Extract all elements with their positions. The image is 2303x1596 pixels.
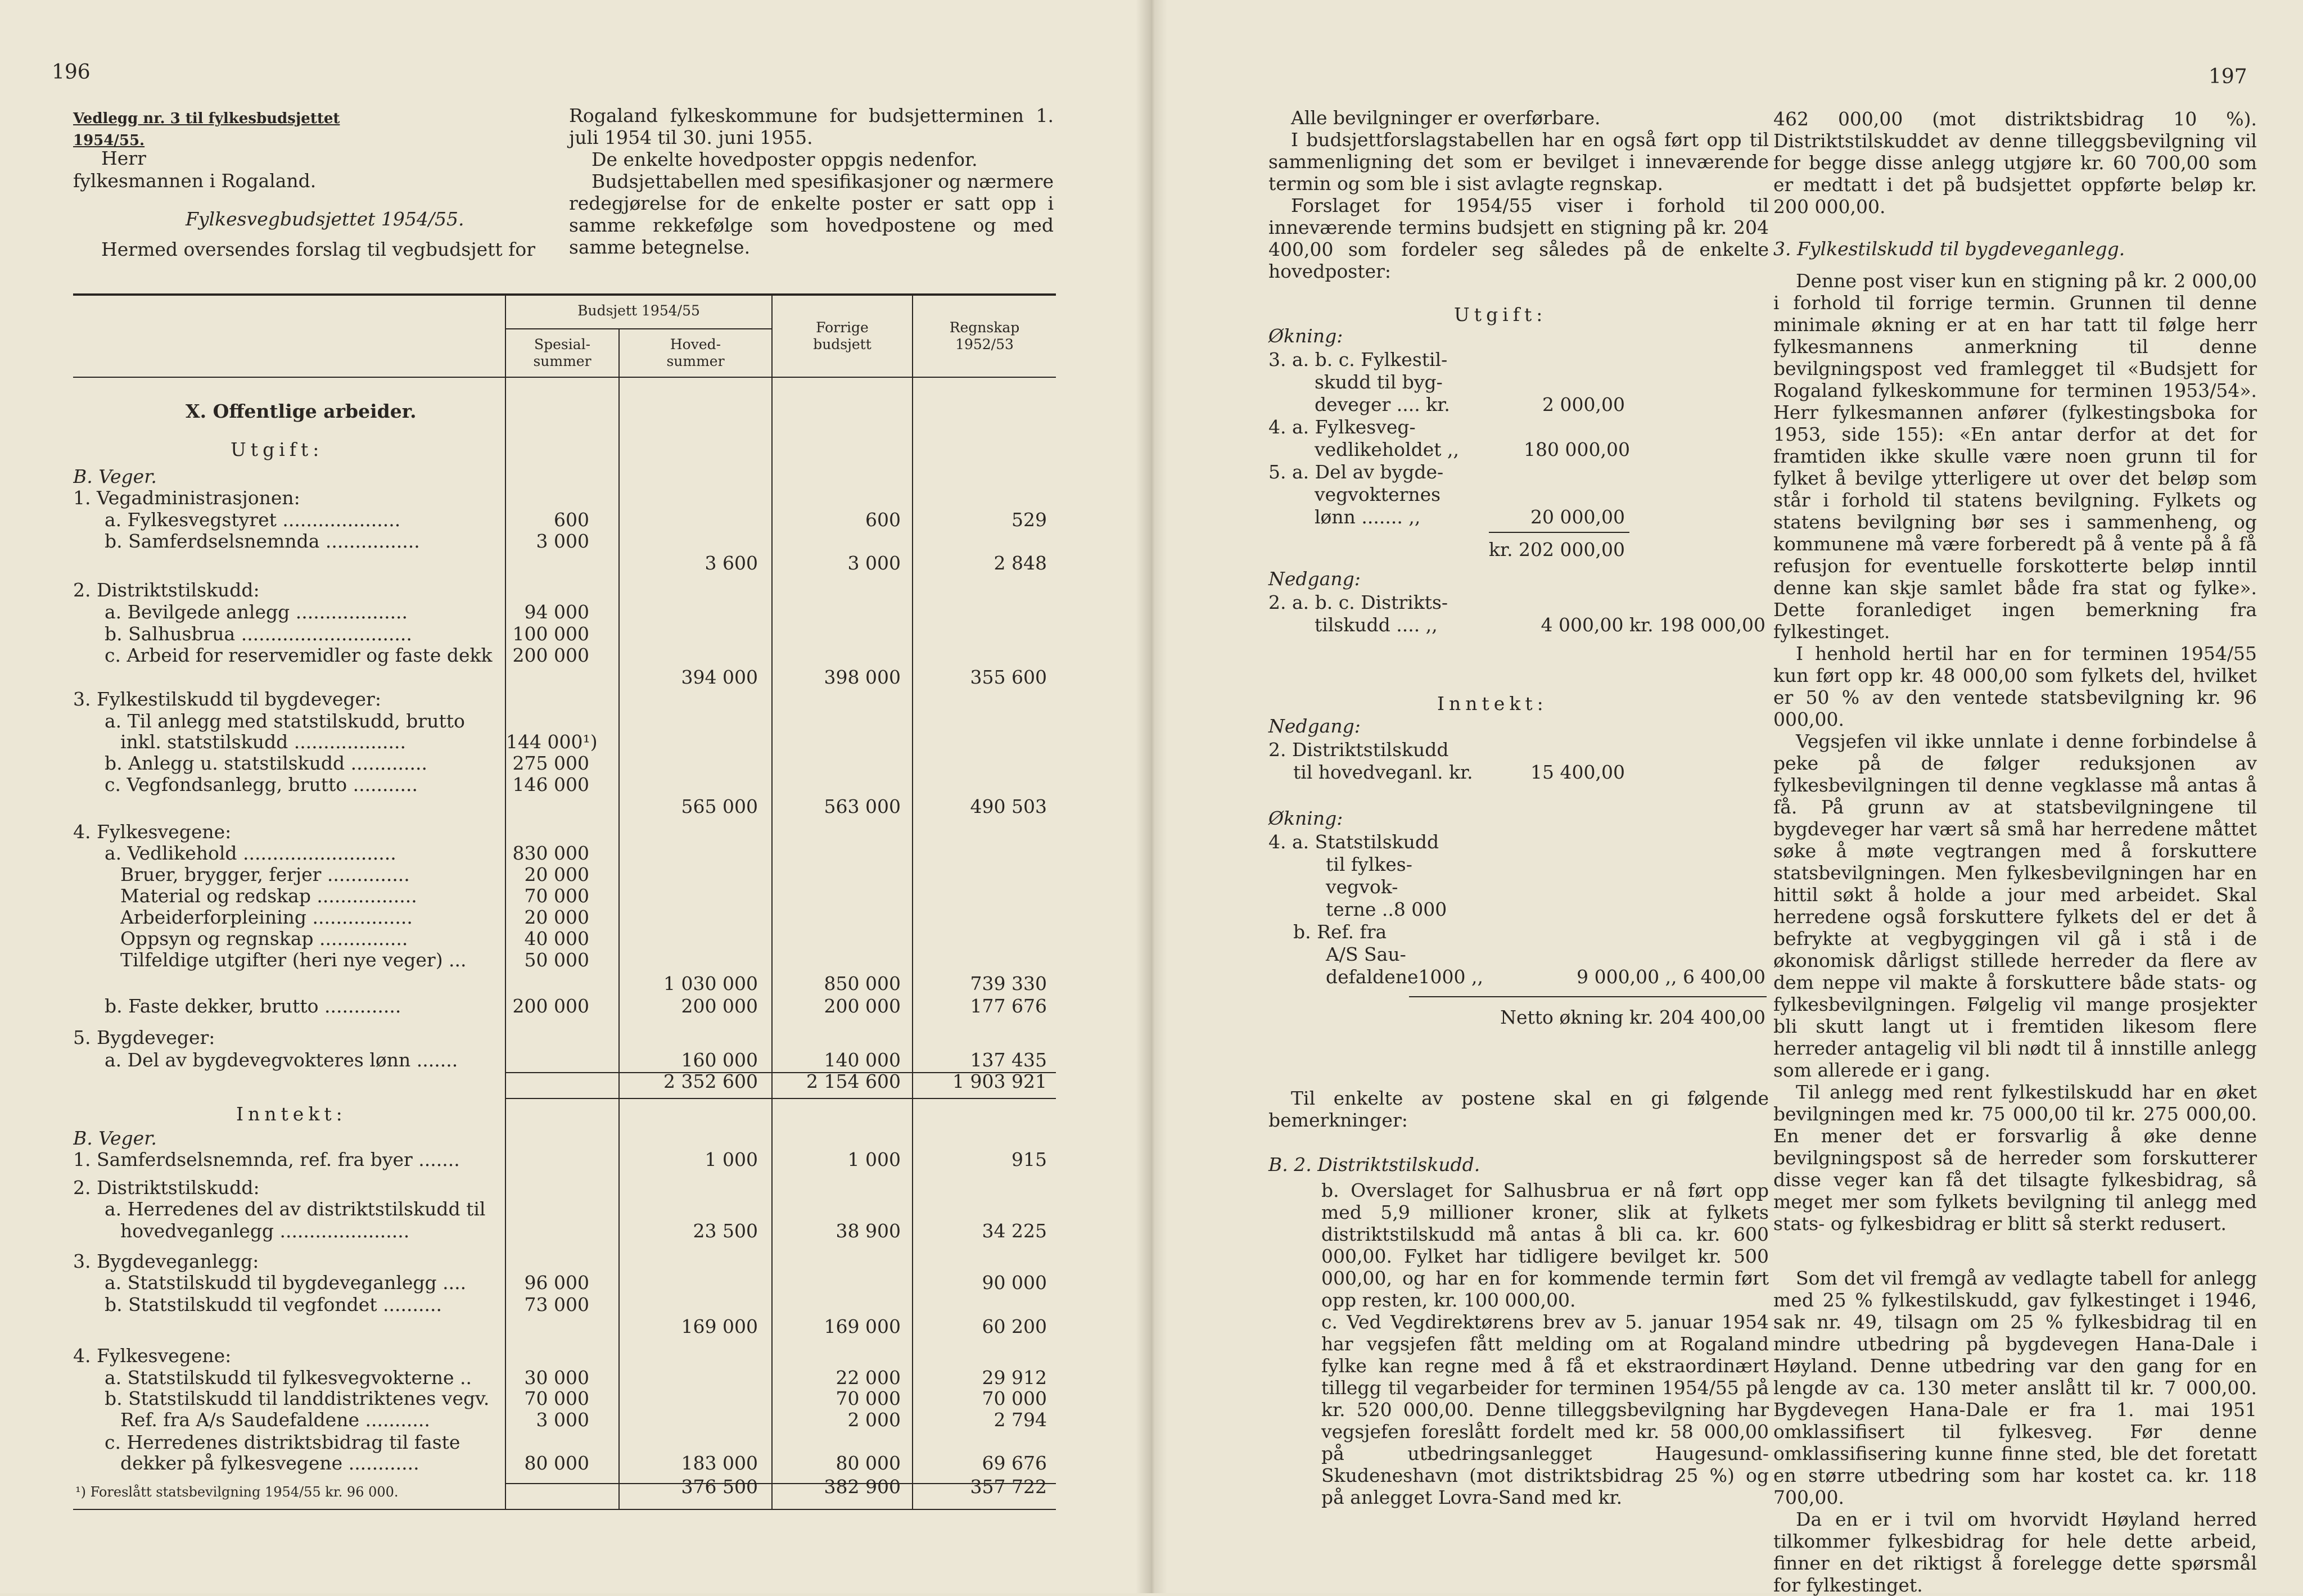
- table-row-label: a. Til anlegg med statstilskudd, brutto: [105, 710, 465, 732]
- spesial-sum-cell: 600: [554, 509, 589, 531]
- change-value: 2 000,00: [1542, 394, 1625, 415]
- remarks-text: [1321, 1179, 1769, 1508]
- intro-paragraph: Rogaland fylkeskommune for budsjetterminen 1. juli 1954 til 30. juni 1955.: [569, 105, 1054, 148]
- paragraph: Da en er i tvil om hvorvidt Høyland herred tilkommer fylkesbidrag for hele dette arbeid, finner en det riktigst å forelegge dette spørsmål for fylkestinget.: [1773, 1508, 2257, 1596]
- table-row-label: b. Statstilskudd til vegfondet ..........: [105, 1294, 442, 1315]
- regnskap-cell: 177 676: [970, 995, 1047, 1017]
- spesial-sum-cell: 275 000: [512, 752, 589, 774]
- regnskap-cell: 34 225: [982, 1220, 1047, 1242]
- appendix-heading: Vedlegg nr. 3 til fylkesbudsjettet 1954/55.: [73, 110, 340, 149]
- change-line: vegvokternes: [1315, 483, 1441, 505]
- change-line: terne ..8 000: [1326, 898, 1447, 920]
- table-row-label: a. Bevilgede anlegg ...................: [105, 601, 408, 623]
- regnskap-cell: 69 676: [982, 1452, 1047, 1474]
- change-line: b. Ref. fra: [1293, 921, 1387, 943]
- forrige-budsjett-cell: 140 000: [824, 1049, 901, 1071]
- column-1-intro: [1268, 107, 1769, 282]
- change-line: 5. a. Del av bygde-: [1268, 461, 1444, 483]
- regnskap-cell: 739 330: [970, 973, 1047, 994]
- table-header-rule: [73, 377, 1056, 378]
- paragraph: Denne post viser kun en stigning på kr. 2 000,00 i forhold til forrige termin. Grunnen til denne minimale økning er at en har tatt til følge herr fylkesmannens anmerkning til denne bevilgningspost ved framlegget til «Budsjett for Rogaland fylkeskommune for terminen 1953/54». Herr fylkesmannen anfører (fylkestingsboka for 1953, side 155): «En antar derfor at det for framtiden ikke skulle være noen grunn til for fylket å bevilge ytterligere ut over det beløp som står i forhold til statens bevilgning. Fylkets og statens bevilgning bør ses i sammenheng, og kommunene må være forberedt på å vente på å få refusjon for eventuelle forskotterte beløp inntil denne kan skje samlet både fra stat og fylke». Dette foranlediget ingen bemerkning fra fylkestinget.: [1773, 270, 2257, 643]
- spesial-sum-cell: 50 000: [524, 949, 589, 971]
- forrige-budsjett-cell: 600: [865, 509, 901, 531]
- forrige-budsjett-cell: 22 000: [836, 1367, 901, 1389]
- table-row-label: a. Statstilskudd til fylkesvegvokterne ..: [105, 1367, 472, 1389]
- header-budget: Budsjett 1954/55: [577, 302, 700, 319]
- table-row-label: dekker på fylkesvegene ............: [120, 1452, 419, 1474]
- change-line: tilskudd .... ,,: [1315, 614, 1438, 636]
- left-page: [0, 0, 1152, 1593]
- spesial-sum-cell: 73 000: [524, 1294, 589, 1315]
- book-gutter-shadow: [1136, 0, 1167, 1593]
- section-heading: 3. Fylkestilskudd til bygdeveganlegg.: [1773, 238, 2125, 260]
- regnskap-cell: 70 000: [982, 1387, 1047, 1409]
- remark-heading: B. 2. Distriktstilskudd.: [1268, 1154, 1480, 1175]
- paragraph: Til anlegg med rent fylkestilskudd har en øket bevilgningen med kr. 75 000,00 til kr. 275 000,00. En mener det er forsvarlig å øke denne bevilgningspost så de herreder som forskutterer disse veger kan få det tilsagte fylkesbidrag, så meget mer som fylkets bevilgning til anlegg med stats- og fylkesbidrag er blitt så sterkt redusert.: [1773, 1081, 2257, 1235]
- table-bottom-rule: [73, 1509, 1056, 1510]
- table-row-label: c. Vegfondsanlegg, brutto ...........: [105, 774, 418, 795]
- regnskap-cell: 90 000: [982, 1272, 1047, 1294]
- section-title: X. Offentlige arbeider.: [186, 400, 417, 422]
- forrige-budsjett-cell: 169 000: [824, 1315, 901, 1337]
- table-row-label: b. Anlegg u. statstilskudd .............: [105, 752, 427, 774]
- table-row-label: Ref. fra A/s Saudefaldene ...........: [120, 1409, 430, 1431]
- hoved-sum-cell: 200 000: [681, 995, 758, 1017]
- table-row-label: Arbeiderforpleining .................: [120, 906, 413, 928]
- forrige-budsjett-cell: 38 900: [836, 1220, 901, 1242]
- forrige-budsjett-cell: 398 000: [824, 666, 901, 688]
- forrige-budsjett-cell: 2 000: [847, 1409, 901, 1431]
- table-row-label: a. Statstilskudd til bygdeveganlegg ....: [105, 1272, 467, 1294]
- table-subheader-rule: [506, 328, 771, 329]
- hoved-sum-cell: 1 030 000: [663, 973, 758, 994]
- spesial-sum-cell: 100 000: [512, 623, 589, 645]
- page-number: 197: [2209, 65, 2247, 88]
- spesial-sum-cell: 70 000: [524, 1387, 589, 1409]
- forrige-budsjett-cell: 2 154 600: [806, 1070, 901, 1092]
- paragraph: Vegsjefen vil ikke unnlate i denne forbindelse å peke på de følger reduksjonen av fylkesbevilgningen til denne vegklasse må antas å få. På grunn av at statsbevilgningene til bygdeveger har vært så små har herredene måttet søke å møte vegtrangen med å forskuttere statsbevilgningen. Men fylkesbevilgningen har en hittil søkt å holde a jour med arbeidet. Skal herredene også forskuttere fylkets del er det å befrykte at vegbyggingen vil gå i stå i de økonomisk dårligst stillede herreder da flere av dem neppe vil makte å forskuttere både stats- og fylkesbevilgningen. Følgelig vil mange prosjekter bli skutt langt ut i fremtiden likesom flere herreder antagelig vil bli nødt til å innstille anlegg som allerede er i gang.: [1773, 730, 2257, 1081]
- change-line: deveger .... kr.: [1315, 394, 1450, 415]
- spesial-sum-cell: 20 000: [524, 863, 589, 885]
- table-row-label: b. Salhusbrua .............................: [105, 623, 412, 645]
- change-value: 9 000,00 ,, 6 400,00: [1577, 966, 1765, 988]
- hoved-sum-cell: 3 600: [705, 552, 758, 574]
- hoved-sum-cell: 2 352 600: [663, 1070, 758, 1092]
- budget-subtitle: Fylkesvegbudsjettet 1954/55.: [186, 208, 464, 230]
- nedgang-label: Nedgang:: [1268, 568, 1361, 590]
- paragraph: I budsjettforslagstabellen har en også ført opp til sammenligning det som er bevilget i inneværende termin og som ble i sist avlagte regnskap.: [1268, 129, 1769, 195]
- page-number: 196: [52, 61, 91, 84]
- nedgang-label: Nedgang:: [1268, 715, 1361, 737]
- header-hoved: Hoved- summer: [666, 336, 725, 369]
- table-row-label: 4. Fylkesvegene:: [73, 821, 232, 843]
- change-line: 4. a. Statstilskudd: [1268, 831, 1439, 853]
- forrige-budsjett-cell: 200 000: [824, 995, 901, 1017]
- change-line: 4. a. Fylkesveg-: [1268, 416, 1416, 438]
- spesial-sum-cell: 96 000: [524, 1272, 589, 1294]
- paragraph: b. Overslaget for Salhusbrua er nå ført opp med 5,9 millioner kroner, slik at fylkets distriktstilskudd må antas å bli ca. kr. 600 000,00. Fylket har tidligere bevilget kr. 500 000,00, og har en for kommende termin ført opp resten, kr. 100 000,00.: [1321, 1179, 1769, 1311]
- spesial-sum-cell: 30 000: [524, 1367, 589, 1389]
- table-row-label: inkl. statstilskudd ...................: [120, 731, 407, 753]
- spesial-sum-cell: 20 000: [524, 906, 589, 928]
- table-row-label: b. Statstilskudd til landdistriktenes vegv.: [105, 1387, 490, 1409]
- salutation-line-2: fylkesmannen i Rogaland.: [73, 170, 317, 192]
- regnskap-cell: 60 200: [982, 1315, 1047, 1337]
- change-line: defaldene1000 ,,: [1326, 966, 1483, 988]
- regnskap-cell: 529: [1011, 509, 1047, 531]
- spesial-sum-cell: 3 000: [536, 1409, 589, 1431]
- header-spesial: Spesial- summer: [533, 336, 591, 369]
- utgift-label: Utgift:: [231, 438, 324, 460]
- header-regnskap: Regnskap 1952/53: [949, 319, 1020, 352]
- change-line: til fylkes-: [1326, 853, 1412, 875]
- change-value: 15 400,00: [1530, 761, 1625, 783]
- table-row-label: c. Herredenes distriktsbidrag til faste: [105, 1431, 460, 1453]
- spesial-sum-cell: 200 000: [512, 995, 589, 1017]
- hoved-sum-cell: 183 000: [681, 1452, 758, 1474]
- change-line: vedlikeholdet ,,: [1315, 438, 1459, 460]
- table-footnote: ¹) Foreslått statsbevilgning 1954/55 kr. 96 000.: [75, 1484, 399, 1500]
- table-row-label: B. Veger.: [73, 1127, 157, 1149]
- hoved-sum-cell: 160 000: [681, 1049, 758, 1071]
- change-line: 3. a. b. c. Fylkestil-: [1268, 349, 1448, 370]
- table-row-label: Oppsyn og regnskap ...............: [120, 928, 408, 950]
- table-row-label: 3. Fylkestilskudd til bygdeveger:: [73, 688, 381, 710]
- paragraph: Alle bevilgninger er overførbare.: [1291, 107, 1601, 129]
- hoved-sum-cell: 169 000: [681, 1315, 758, 1337]
- column-2-text: [1773, 108, 2257, 1596]
- spesial-sum-cell: 80 000: [524, 1452, 589, 1474]
- table-row-label: a. Fylkesvegstyret ....................: [105, 509, 401, 531]
- table-row-label: Bruer, brygger, ferjer ..............: [120, 863, 410, 885]
- okning-label: Økning:: [1268, 807, 1343, 829]
- spesial-sum-cell: 94 000: [524, 601, 589, 623]
- table-row-label: 2. Distriktstilskudd:: [73, 1177, 260, 1199]
- header-forrige: Forrige budsjett: [813, 319, 871, 352]
- sum-rule: [1489, 532, 1629, 533]
- spesial-sum-cell: 200 000: [512, 644, 589, 666]
- change-value: 180 000,00: [1524, 438, 1630, 460]
- table-row-label: hovedveganlegg ......................: [120, 1220, 410, 1242]
- regnskap-cell: 357 722: [970, 1476, 1047, 1498]
- regnskap-cell: 2 794: [994, 1409, 1047, 1431]
- table-row-label: 4. Fylkesvegene:: [73, 1345, 232, 1367]
- remarks-intro: [1268, 1087, 1769, 1131]
- paragraph: 462 000,00 (mot distriktsbidrag 10 %). Distriktstilskuddet av denne tilleggsbevilgning vil for begge disse anlegg utgjøre kr. 60 700,00 som er medtatt i det på budsjettet oppførte beløp kr. 200 000,00.: [1773, 108, 2257, 218]
- table-row-label: a. Herredenes del av distriktstilskudd til: [105, 1198, 486, 1220]
- okning-label: Økning:: [1268, 325, 1343, 347]
- change-value: 20 000,00: [1530, 506, 1625, 528]
- regnskap-cell: 29 912: [982, 1367, 1047, 1389]
- hoved-sum-cell: 565 000: [681, 795, 758, 817]
- inntekt-label: Inntekt:: [236, 1103, 347, 1125]
- table-top-rule: [73, 293, 1056, 296]
- paragraph: c. Ved Vegdirektørens brev av 5. januar 1954 har vegsjefen fått melding om at Rogaland fylke kan regne med å få et ekstraordinært tillegg til vegarbeider for terminen 1954/55 på kr. 520 000,00. Denne tilleggsbevilgning har vegsjefen foreslått fordelt med kr. 58 000,00 på utbedringsanlegget Haugesund-Skudeneshavn (mot distriktsbidrag 25 %) og på anlegget Lovra-Sand med kr.: [1321, 1311, 1769, 1508]
- regnskap-cell: 490 503: [970, 795, 1047, 817]
- paragraph: Til enkelte av postene skal en gi følgende bemerkninger:: [1268, 1087, 1769, 1131]
- intro-line: Hermed oversendes forslag til vegbudsjett for: [101, 238, 535, 260]
- regnskap-cell: 1 903 921: [952, 1070, 1047, 1092]
- regnskap-cell: 137 435: [970, 1049, 1047, 1071]
- change-line: 2. a. b. c. Distrikts-: [1268, 591, 1448, 613]
- change-line: skudd til byg-: [1315, 371, 1443, 393]
- change-value: 4 000,00 kr. 198 000,00: [1541, 614, 1765, 636]
- right-page: [1152, 0, 2303, 1596]
- forrige-budsjett-cell: 850 000: [824, 973, 901, 994]
- change-sum: kr. 202 000,00: [1488, 539, 1625, 560]
- table-row-label: Material og redskap .................: [120, 885, 417, 907]
- table-row-label: b. Samferdselsnemnda ................: [105, 530, 420, 552]
- table-row-label: B. Veger.: [73, 465, 157, 487]
- regnskap-cell: 915: [1011, 1149, 1047, 1170]
- hoved-sum-cell: 23 500: [693, 1220, 758, 1242]
- forrige-budsjett-cell: 1 000: [847, 1149, 901, 1170]
- intro-text: [569, 105, 1054, 258]
- table-row-label: 2. Distriktstilskudd:: [73, 579, 260, 601]
- spesial-sum-cell: 3 000: [536, 530, 589, 552]
- inntekt-label: Inntekt:: [1437, 693, 1548, 715]
- net-increase: Netto økning kr. 204 400,00: [1500, 1006, 1765, 1028]
- forrige-budsjett-cell: 382 900: [824, 1476, 901, 1498]
- table-row-label: 1. Vegadministrasjonen:: [73, 487, 300, 509]
- table-row-label: 5. Bygdeveger:: [73, 1027, 215, 1048]
- change-line: 2. Distriktstilskudd: [1268, 739, 1449, 761]
- table-row-label: a. Vedlikehold ..........................: [105, 842, 396, 864]
- change-line: til hovedveganl. kr.: [1293, 761, 1473, 783]
- table-row-label: b. Faste dekker, brutto .............: [105, 995, 401, 1017]
- table-row-label: a. Del av bygdevegvokteres lønn .......: [105, 1049, 458, 1071]
- sum-rule: [1409, 996, 1767, 997]
- intro-paragraph: De enkelte hovedposter oppgis nedenfor.: [591, 148, 978, 170]
- paragraph: Forslaget for 1954/55 viser i forhold til inneværende termins budsjett en stigning på kr. 204 400,00 som fordeler seg således på de enkelte hovedposter:: [1268, 195, 1769, 282]
- change-line: lønn ....... ,,: [1315, 506, 1421, 528]
- forrige-budsjett-cell: 563 000: [824, 795, 901, 817]
- forrige-budsjett-cell: 70 000: [836, 1387, 901, 1409]
- table-row-label: Tilfeldige utgifter (heri nye veger) ...: [120, 949, 467, 971]
- forrige-budsjett-cell: 3 000: [847, 552, 901, 574]
- regnskap-cell: 2 848: [994, 552, 1047, 574]
- regnskap-cell: 355 600: [970, 666, 1047, 688]
- hoved-sum-cell: 376 500: [681, 1476, 758, 1498]
- utgift-label: Utgift:: [1454, 304, 1547, 325]
- change-line: A/S Sau-: [1326, 943, 1406, 965]
- paragraph: Som det vil fremgå av vedlagte tabell for anlegg med 25 % fylkestilskudd, gav fylkestinget i 1946, sak nr. 49, tilsagn om 25 % fylkesbidrag til en mindre utbedring på bygdevegen Hana-Dale i Høyland. Denne utbedring var den gang for en lengde av ca. 130 meter anslått til kr. 7 000,00. Bygdevegen Hana-Dale er fra 1. mai 1951 omklassifisert til fylkesveg. Før denne omklassifisering kunne finne sted, ble det foretatt en større utbedring som har kostet ca. kr. 118 700,00.: [1773, 1267, 2257, 1508]
- hoved-sum-cell: 394 000: [681, 666, 758, 688]
- hoved-sum-cell: 1 000: [705, 1149, 758, 1170]
- spesial-sum-cell: 144 000¹): [506, 731, 598, 753]
- total-rule: [506, 1098, 1056, 1099]
- forrige-budsjett-cell: 80 000: [836, 1452, 901, 1474]
- spesial-sum-cell: 40 000: [524, 928, 589, 950]
- change-line: vegvok-: [1326, 876, 1398, 898]
- spesial-sum-cell: 830 000: [512, 842, 589, 864]
- intro-paragraph: Budsjettabellen med spesifikasjoner og nærmere redegjørelse for de enkelte poster er satt opp i samme rekkefølge som hovedpostene og med samme betegnelse.: [569, 170, 1054, 258]
- table-row-label: c. Arbeid for reservemidler og faste dekk: [105, 644, 493, 666]
- table-row-label: 3. Bygdeveganlegg:: [73, 1250, 259, 1272]
- salutation-line-1: Herr: [101, 147, 146, 169]
- spesial-sum-cell: 70 000: [524, 885, 589, 907]
- paragraph: I henhold hertil har en for terminen 1954/55 kun ført opp kr. 48 000,00 som fylkets del, hvilket er 50 % av den ventede statsbevilgning kr. 96 000,00.: [1773, 643, 2257, 730]
- spesial-sum-cell: 146 000: [512, 774, 589, 795]
- table-row-label: 1. Samferdselsnemnda, ref. fra byer .......: [73, 1149, 460, 1170]
